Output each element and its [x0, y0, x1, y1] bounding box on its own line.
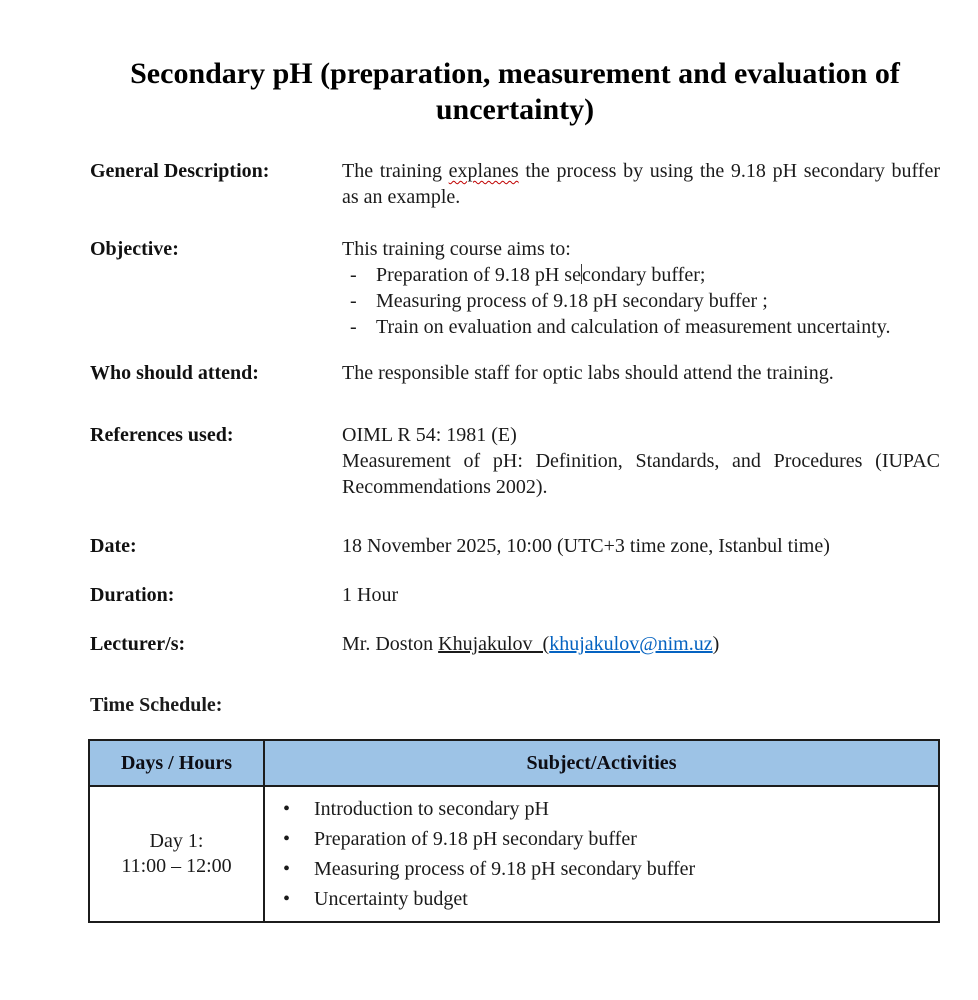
section-date [90, 533, 940, 559]
list-bullet-icon: • [283, 858, 291, 880]
activity-text: Measuring process of 9.18 pH secondary buffer [314, 858, 696, 880]
lecturer-name-underlined: Khujakulov ( [438, 633, 550, 655]
misspelled-word: explanes [448, 160, 519, 182]
general-description-text [342, 158, 945, 210]
references-label: References used: [90, 424, 234, 446]
objective-label: Objective: [90, 238, 179, 260]
lecturer-email-link[interactable]: khujakulov@nim.uz [549, 633, 713, 655]
objective-content [342, 236, 940, 340]
objective-bullet-1-text [376, 262, 705, 288]
schedule-header-row [89, 740, 939, 786]
list-bullet-icon: • [283, 828, 291, 850]
who-should-attend-label: Who should attend: [90, 362, 259, 384]
lecturer-name-prefix: Mr. Doston [342, 633, 439, 655]
who-should-attend-text: The responsible staff for optic labs should attend the training. [342, 362, 834, 384]
lecturer-value [342, 631, 940, 657]
section-objective [90, 236, 940, 340]
list-bullet-icon: • [283, 798, 291, 820]
general-description-text-part2: the process by using the 9.18 pH secondary buffer as an example. [342, 160, 945, 208]
dash-bullet-marker: - [350, 316, 357, 338]
time-schedule-table [88, 739, 940, 923]
lecturer-suffix: ) [712, 633, 720, 655]
dash-bullet-marker: - [350, 290, 357, 312]
duration-label: Duration: [90, 584, 175, 606]
general-description-label: General Description: [90, 160, 270, 182]
objective-intro: This training course aims to: [342, 238, 571, 260]
activity-text: Preparation of 9.18 pH secondary buffer [314, 828, 637, 850]
schedule-header-subject-activities: Subject/Activities [264, 740, 939, 786]
activity-item [283, 854, 928, 884]
schedule-activities-cell [264, 786, 939, 922]
activity-text: Introduction to secondary pH [314, 798, 549, 820]
schedule-day-hours: 11:00 – 12:00 [121, 855, 232, 877]
schedule-day-label: Day 1: [149, 830, 204, 852]
document-title: Secondary pH (preparation, measurement and evaluation of uncertainty) [130, 57, 900, 126]
date-label: Date: [90, 535, 137, 557]
objective-bullet-1-pre: Preparation of 9.18 pH se [376, 264, 581, 286]
objective-bullet-2 [342, 288, 940, 314]
activity-text: Uncertainty budget [314, 888, 468, 910]
objective-bullet-3 [342, 314, 940, 340]
dash-bullet-marker: - [350, 264, 357, 286]
general-description-text-part1: The training [342, 160, 449, 182]
section-lecturer [90, 631, 940, 657]
section-duration [90, 582, 940, 608]
objective-bullet-1-post: condary buffer; [581, 264, 706, 286]
lecturer-label: Lecturer/s: [90, 633, 186, 655]
activity-item [283, 884, 928, 914]
section-who-should-attend [90, 360, 940, 386]
section-references [90, 422, 940, 500]
references-content [342, 422, 940, 500]
activity-item [283, 794, 928, 824]
objective-bullet-2-text: Measuring process of 9.18 pH secondary buffer ; [376, 290, 768, 312]
duration-value: 1 Hour [342, 584, 399, 606]
schedule-row-day1 [89, 786, 939, 922]
objective-bullet-1 [342, 262, 940, 288]
objective-bullet-3-text: Train on evaluation and calculation of measurement uncertainty. [376, 316, 891, 338]
references-line-1: OIML R 54: 1981 (E) [342, 424, 517, 446]
time-schedule-heading: Time Schedule: [90, 694, 223, 716]
list-bullet-icon: • [283, 888, 291, 910]
section-general-description [90, 158, 945, 210]
references-line-2: Measurement of pH: Definition, Standards, and Procedures (IUPAC Recommendations 2002). [342, 450, 940, 498]
date-value: 18 November 2025, 10:00 (UTC+3 time zone, Istanbul time) [342, 535, 830, 557]
activity-item [283, 824, 928, 854]
schedule-header-days-hours: Days / Hours [89, 740, 264, 786]
schedule-day-cell [89, 786, 264, 922]
